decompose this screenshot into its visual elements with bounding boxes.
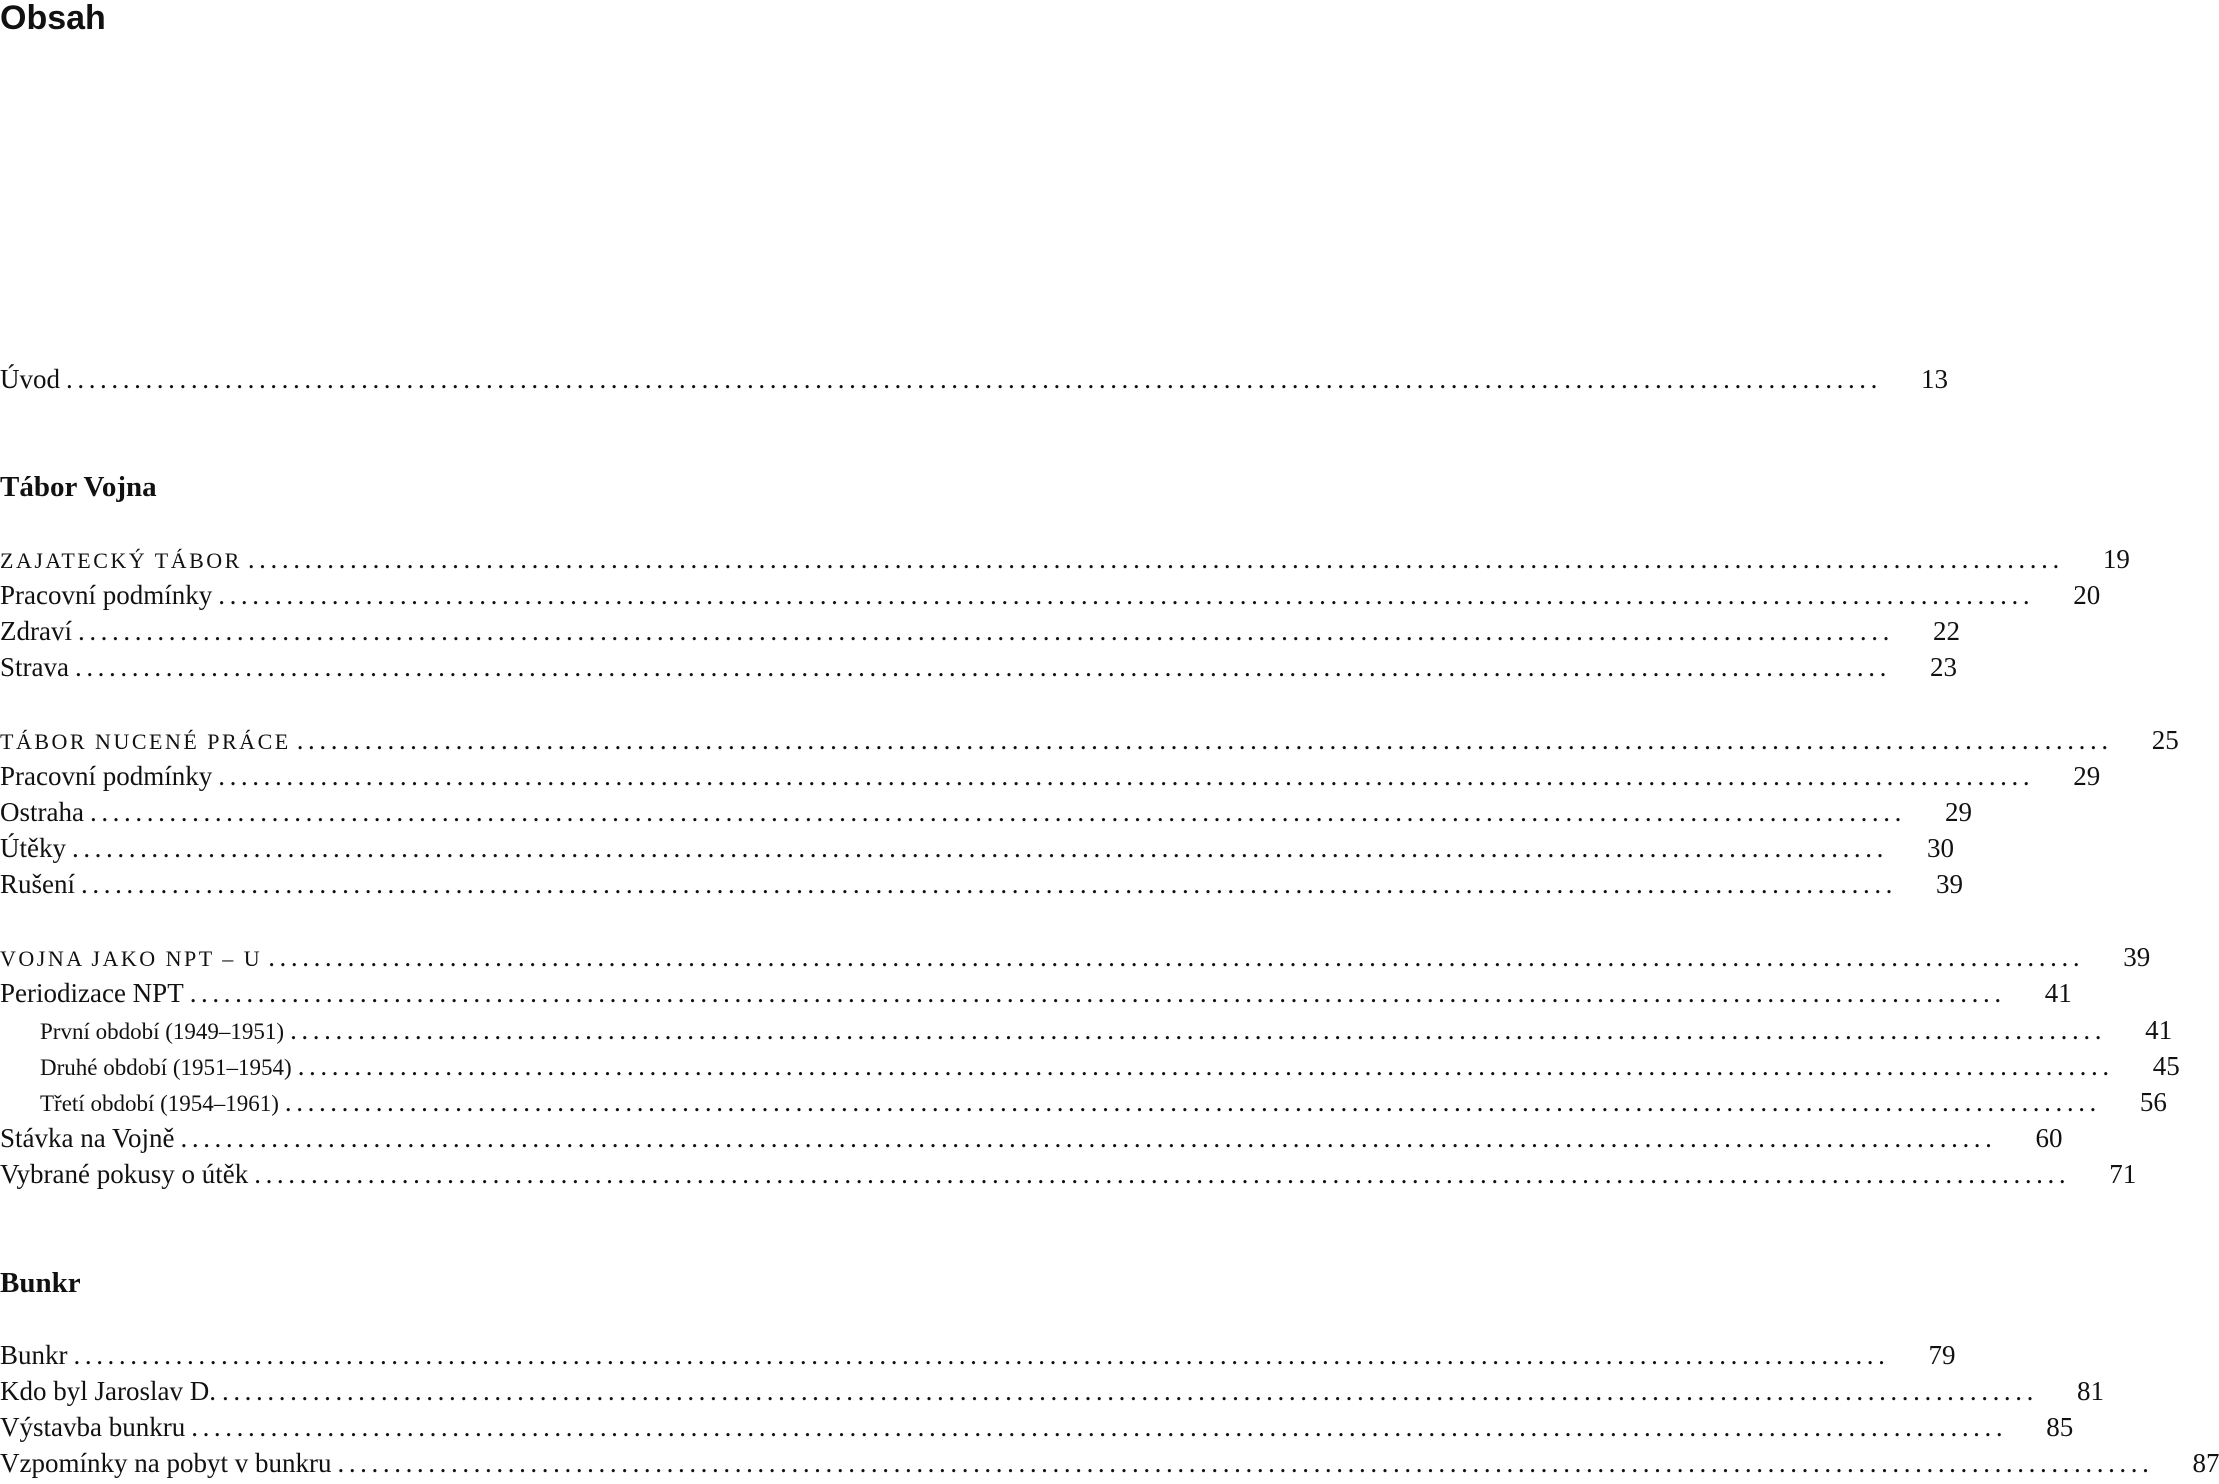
toc-entry-label: Vzpomínky na pobyt v bunkru xyxy=(0,1448,332,1478)
toc-subentry[interactable] xyxy=(40,1084,2167,1120)
toc-dot-leader: ................................................................................................................................................................ xyxy=(71,833,1888,863)
toc-entry-label: Kdo byl Jaroslav D. xyxy=(0,1376,216,1406)
toc-entry-label: Vybrané pokusy o útěk xyxy=(0,1159,249,1189)
toc-dot-leader: ................................................................................................................................................................ xyxy=(218,580,2035,610)
toc-page-number: 56 xyxy=(2139,1087,2167,1117)
toc-page-number: 39 xyxy=(1936,869,1964,899)
toc-page-number: 23 xyxy=(1929,652,1957,682)
toc-entry-label: Výstavba bunkru xyxy=(0,1412,186,1442)
toc-entry-label: Strava xyxy=(0,652,69,682)
toc-entry-label: TÁBOR NUCENÉ PRÁCE xyxy=(0,729,291,754)
toc-page-number: 85 xyxy=(2046,1412,2074,1442)
section-heading-bunkr: Bunkr xyxy=(0,1267,81,1299)
toc-dot-leader: ................................................................................................................................................................ xyxy=(189,978,2006,1008)
toc-entry-uvod[interactable] xyxy=(0,361,1948,397)
toc-page-number: 41 xyxy=(2044,978,2072,1008)
section-heading-tabor-vojna: Tábor Vojna xyxy=(0,471,157,503)
toc-dot-leader: ................................................................................................................................................................ xyxy=(254,1159,2071,1189)
toc-dot-leader: ................................................................................................................................................................ xyxy=(89,797,1906,827)
toc-page-number: 20 xyxy=(2073,580,2101,610)
toc-dot-leader: ................................................................................................................................................................ xyxy=(74,652,1891,682)
toc-entry-label: Zdraví xyxy=(0,616,72,646)
toc-page-number: 13 xyxy=(1921,364,1948,394)
toc-dot-leader: ................................................................................................................................................................ xyxy=(73,1340,1890,1370)
toc-page-number: 22 xyxy=(1932,616,1960,646)
toc-dot-leader: ................................................................................................................................................................ xyxy=(290,1015,2107,1045)
toc-entry[interactable] xyxy=(0,1337,1956,1373)
toc-dot-leader: ................................................................................................................................................................ xyxy=(337,1448,2154,1478)
toc-dot-leader: ................................................................................................................................................................ xyxy=(297,1051,2114,1081)
toc-page-number: 45 xyxy=(2152,1051,2180,1081)
toc-entry[interactable] xyxy=(0,1156,2137,1192)
toc-entry[interactable] xyxy=(0,649,1957,685)
toc-entry[interactable] xyxy=(0,1120,2063,1156)
toc-dot-leader: ................................................................................................................................................................ xyxy=(247,544,2064,574)
toc-entry-label: Stávka na Vojně xyxy=(0,1123,175,1153)
toc-page-number: 60 xyxy=(2035,1123,2063,1153)
toc-subentry[interactable] xyxy=(40,1048,2180,1084)
toc-page-number: 41 xyxy=(2145,1015,2173,1045)
toc-entry[interactable] xyxy=(0,866,1964,902)
toc-entry-label: Druhé období (1951–1954) xyxy=(40,1055,292,1080)
toc-page-number: 79 xyxy=(1928,1340,1956,1370)
toc-entry[interactable] xyxy=(0,1373,2104,1409)
toc-entry-label: První období (1949–1951) xyxy=(40,1019,285,1044)
toc-dot-leader: ................................................................................................................................................................ xyxy=(191,1412,2008,1442)
page-title: Obsah xyxy=(0,0,106,37)
toc-entry-label: Bunkr xyxy=(0,1340,68,1370)
toc-dot-leader: ................................................................................................................................................................ xyxy=(284,1087,2101,1117)
toc-dot-leader: ................................................................................................................................................................ xyxy=(296,725,2113,755)
toc-dot-leader: ................................................................................................................................................................ xyxy=(180,1123,1997,1153)
toc-entry[interactable] xyxy=(0,1445,2219,1481)
toc-dot-leader: ................................................................................................................................................................ xyxy=(218,761,2035,791)
toc-entry-label: Útěky xyxy=(0,833,66,863)
toc-page-number: 71 xyxy=(2109,1159,2137,1189)
toc-entry-label: Rušení xyxy=(0,869,76,899)
toc-dot-leader: ................................................................................................................................................................ xyxy=(221,1376,2038,1406)
toc-entry-label: Úvod xyxy=(0,364,60,394)
toc-entry[interactable] xyxy=(0,794,1972,830)
toc-entry[interactable] xyxy=(0,939,2151,975)
toc-page-number: 87 xyxy=(2192,1448,2219,1478)
toc-page-number: 29 xyxy=(2073,761,2101,791)
toc-page-number: 25 xyxy=(2151,725,2179,755)
toc-entry[interactable] xyxy=(0,613,1960,649)
toc-entry-label: Třetí období (1954–1961) xyxy=(40,1091,279,1116)
toc-entry[interactable] xyxy=(0,830,1954,866)
toc-entry-label: ZAJATECKÝ TÁBOR xyxy=(0,548,242,573)
toc-page-number: 30 xyxy=(1926,833,1954,863)
toc-entry-label: VOJNA JAKO NPT – U xyxy=(0,946,263,971)
toc-entry[interactable] xyxy=(0,722,2179,758)
toc-page-number: 81 xyxy=(2076,1376,2104,1406)
toc-page-number: 39 xyxy=(2123,942,2151,972)
toc-entry[interactable] xyxy=(0,975,2072,1011)
toc-entry-label: Pracovní podmínky xyxy=(0,761,213,791)
toc-dot-leader: ................................................................................................................................................................ xyxy=(66,364,1882,394)
toc-entry-label: Periodizace NPT xyxy=(0,978,184,1008)
toc-dot-leader: ................................................................................................................................................................ xyxy=(77,616,1894,646)
toc-entry-label: Ostraha xyxy=(0,797,84,827)
toc-entry-label: Pracovní podmínky xyxy=(0,580,213,610)
toc-entry[interactable] xyxy=(0,577,2101,613)
toc-entry[interactable] xyxy=(0,541,2130,577)
toc-page-number: 29 xyxy=(1944,797,1972,827)
toc-page-number: 19 xyxy=(2102,544,2130,574)
toc-dot-leader: ................................................................................................................................................................ xyxy=(81,869,1898,899)
toc-entry[interactable] xyxy=(0,1409,2074,1445)
toc-subentry[interactable] xyxy=(40,1012,2173,1048)
toc-entry[interactable] xyxy=(0,758,2101,794)
toc-dot-leader: ................................................................................................................................................................ xyxy=(268,942,2085,972)
